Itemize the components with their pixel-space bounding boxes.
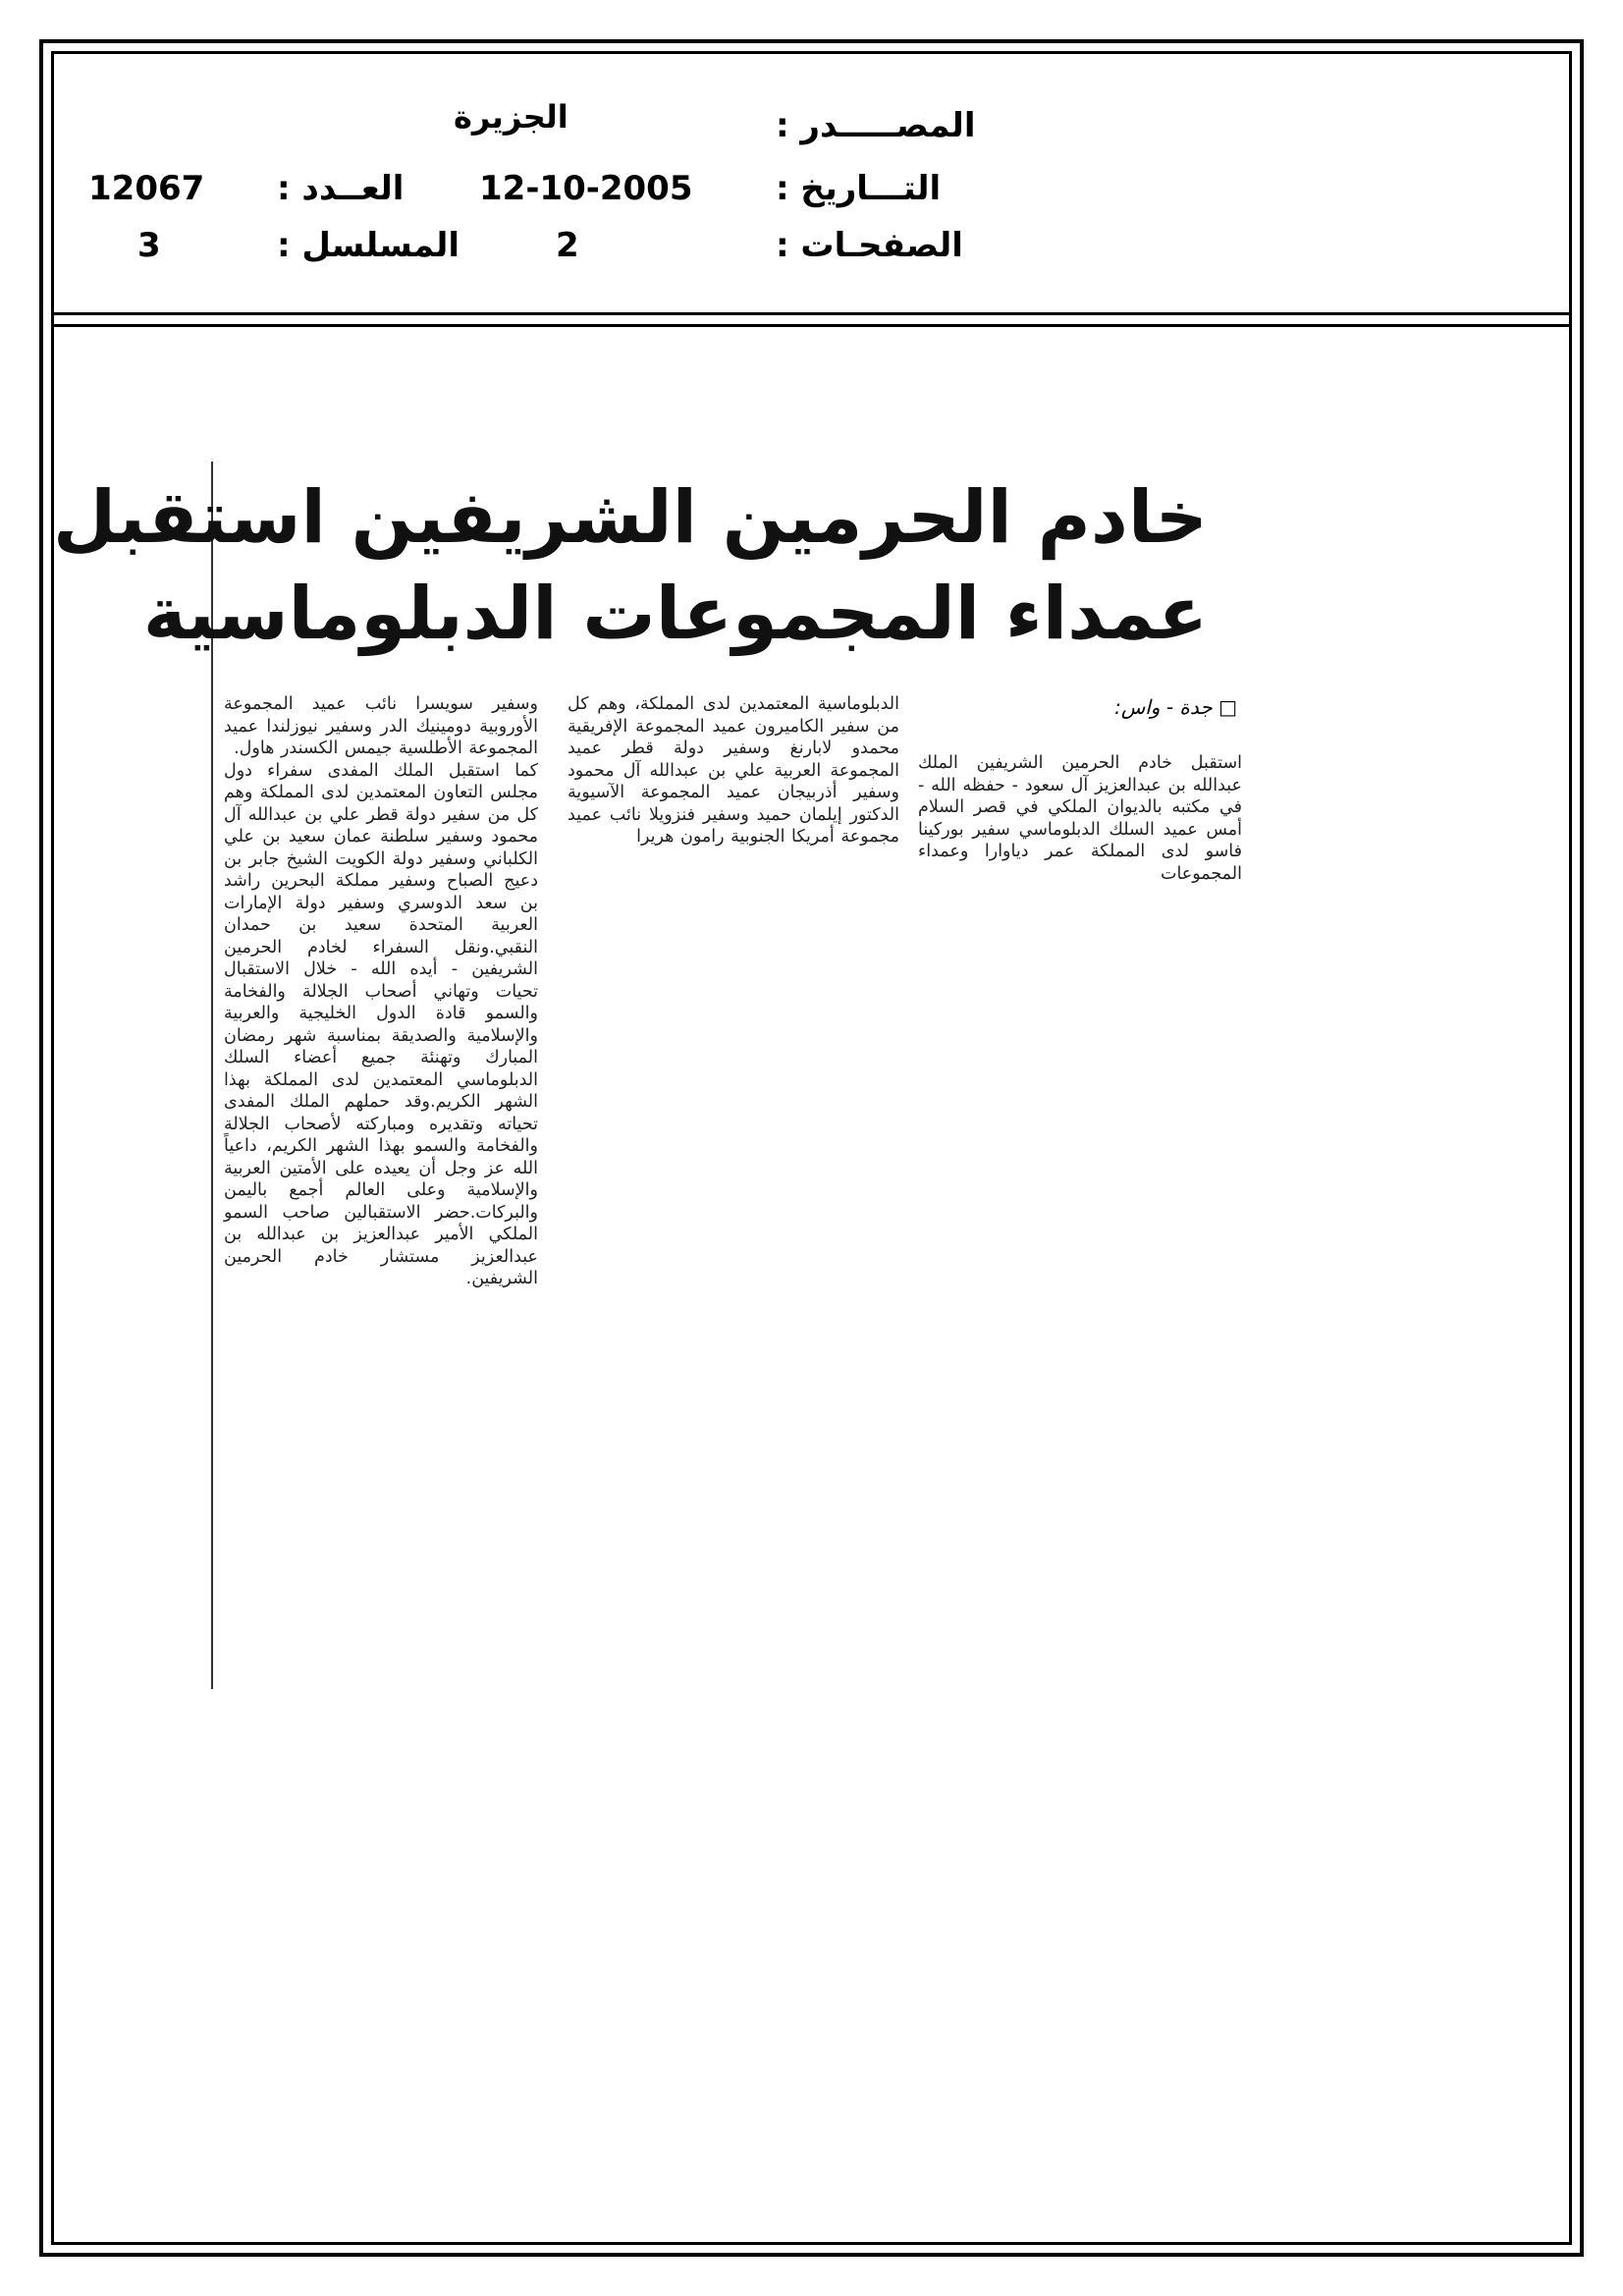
paragraph: وسفير سويسرا نائب عميد المجموعة الأوروبية دومينيك الدر وسفير نيوزلندا عميد المجموعة الأطلسية جيمس الكسندر هاول. [224,694,538,758]
issue-label: العــدد : [277,169,405,208]
pages-value: 2 [556,226,579,265]
header-divider [51,312,1572,315]
article-byline: □ جدة - واس: [1114,695,1237,719]
source-value: الجزيرة [454,98,568,136]
article-headline-line2: عمداء المجموعات الدبلوماسية [142,572,1208,656]
source-label: المصـــــدر : [776,106,976,145]
issue-value: 12067 [88,169,205,208]
serial-label: المسلسل : [277,226,460,265]
article-headline: خادم الحرمين الشريفين استقبل [53,475,1208,560]
article-column-right: استقبل خادم الحرمين الشريفين الملك عبدالله بن عبدالعزيز آل سعود - حفظه الله - في مكتبه بالديوان الملكي في قصر السلام أمس عميد السلك الدبلوماسي سفير بوركينا فاسو لدى المملكة عمر دياوارا وعمداء المجموعات [918,753,1242,884]
header-divider-double [51,324,1572,327]
article-column-left [224,693,538,1290]
paragraph: كما استقبل الملك المفدى سفراء دول مجلس التعاون المعتمدين لدى المملكة وهم كل من سفير دولة قطر علي بن عبدالله آل محمود وسفير سلطنة عمان سعيد بن علي الكلباني وسفير دولة الكويت الشيخ جابر بن دعيج الصباح وسفير مملكة البحرين راشد بن سعد الدوسري وسفير دولة الإمارات العربية المتحدة سعيد بن حمدان النقبي.ونقل السفراء لخادم الحرمين الشريفين - أيده الله - خلال الاستقبال تحيات وتهاني أصحاب الجلالة والفخامة والسمو قادة الدول الخليجية والعربية والإسلامية والصديقة بمناسبة شهر رمضان المبارك وتهنئة جميع أعضاء السلك الدبلوماسي المعتمدين لدى المملكة بهذا الشهر الكريم.وقد حملهم الملك المفدى تحياته وتقديره ومباركته لأصحاب الجلالة والفخامة والسمو بهذا الشهر الكريم، داعياً الله عز وجل أن يعيده على الأمتين العربية والإسلامية وعلى العالم أجمع باليمن والبركات.حضر الاستقبالين صاحب السمو الملكي الأمير عبدالعزيز بن عبدالله بن عبدالعزيز مستشار خادم الحرمين الشريفين. [224,760,538,1288]
pages-label: الصفحـات : [776,226,963,265]
date-value: 12-10-2005 [479,169,693,208]
serial-value: 3 [137,226,161,265]
date-label: التـــاريخ : [776,169,942,208]
article-column-middle: الدبلوماسية المعتمدين لدى المملكة، وهم كل من سفير الكاميرون عميد المجموعة الإفريقية محمدو لابارنغ وسفير دولة قطر عميد المجموعة العربية علي بن عبدالله آل محمود وسفير أذربيجان عميد المجموعة الآسيوية الدكتور إيلمان حميد وسفير فنزويلا نائب عميد مجموعة أمريكا الجنوبية رامون هريرا [568,694,899,847]
